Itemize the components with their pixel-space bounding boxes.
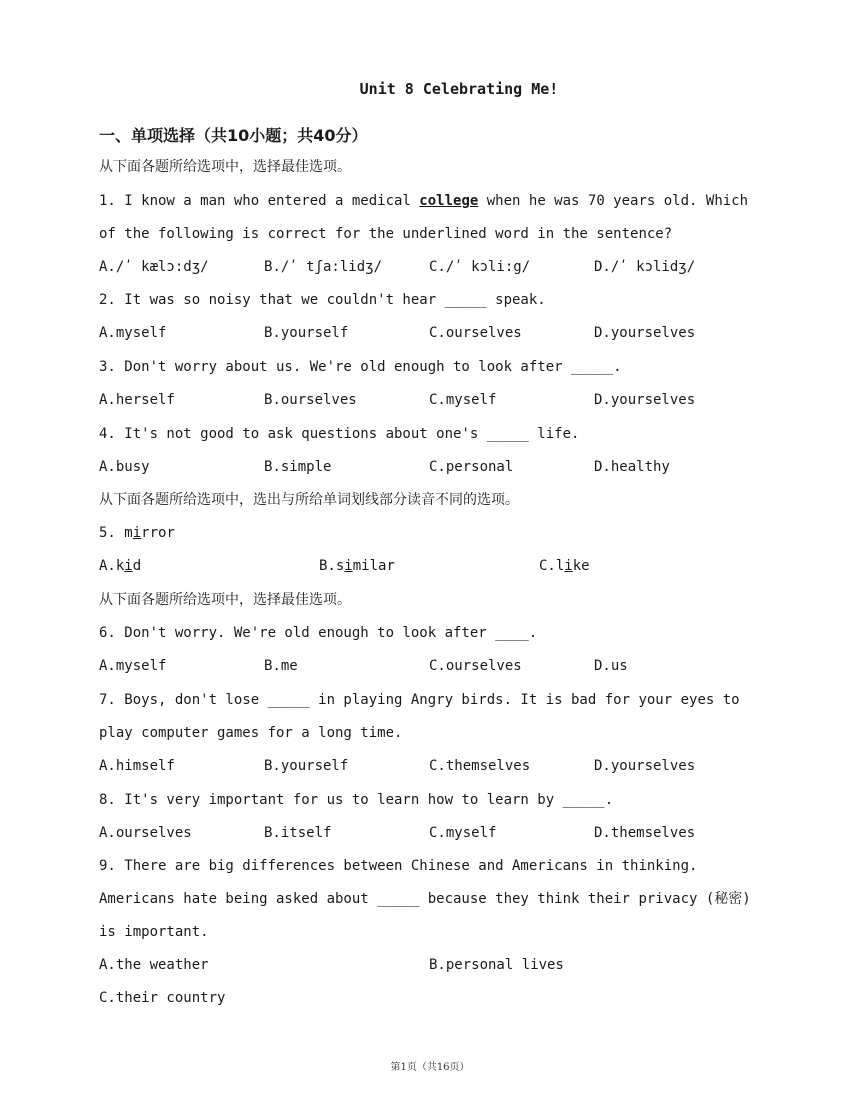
question-6-option-c: C.ourselves — [429, 658, 522, 674]
question-4-option-c: C.personal — [429, 459, 514, 475]
question-2-option-b: B.yourself — [264, 325, 349, 341]
instruction-choose-best: 从下面各题所给选项中，选择最佳选项。 — [99, 159, 351, 175]
q5b-pre: B.s — [319, 558, 345, 574]
question-9-line-1: 9. There are big differences between Chinese and Americans in thinking. — [99, 858, 698, 874]
question-4-option-b: B.simple — [264, 459, 332, 475]
question-9-option-a: A.the weather — [99, 957, 209, 973]
instruction-choose-different: 从下面各题所给选项中，选出与所给单词划线部分读音不同的选项。 — [99, 492, 519, 508]
question-5-option-a — [99, 556, 141, 576]
question-5-option-b — [319, 556, 395, 576]
question-7-option-b: B.yourself — [264, 758, 349, 774]
q5b-ul: i — [344, 558, 353, 574]
question-2-text: 2. It was so noisy that we couldn't hear _____ speak. — [99, 292, 546, 308]
q5c-pre: C.l — [539, 558, 565, 574]
question-1-line-1 — [99, 191, 748, 211]
question-2-option-a: A.myself — [99, 325, 167, 341]
question-2-option-c: C.ourselves — [429, 325, 522, 341]
question-8-text: 8. It's very important for us to learn how to learn by _____. — [99, 792, 614, 808]
question-1-underlined-word: college — [419, 193, 479, 209]
question-4-option-a: A.busy — [99, 459, 150, 475]
question-1-option-b: B./ʹ tʃa:lidʒ/ — [264, 259, 383, 275]
question-3-text: 3. Don't worry about us. We're old enough to look after _____. — [99, 359, 622, 375]
question-9-line-3: is important. — [99, 924, 209, 940]
question-9-line-2: Americans hate being asked about _____ because they think their privacy (秘密) — [99, 891, 751, 907]
question-5-prefix: 5. m — [99, 525, 133, 541]
question-5-text — [99, 523, 175, 543]
question-5-option-c — [539, 556, 590, 576]
question-1-option-c: C./ʹ kɔli:g/ — [429, 259, 531, 275]
question-4-text: 4. It's not good to ask questions about one's _____ life. — [99, 426, 580, 442]
q5a-post: d — [132, 558, 142, 574]
question-1-option-d: D./ʹ kɔlidʒ/ — [594, 259, 696, 275]
question-6-option-d: D.us — [594, 658, 628, 674]
page-title: Unit 8 Celebrating Me! — [359, 80, 559, 98]
question-7-option-a: A.himself — [99, 758, 175, 774]
question-8-option-d: D.themselves — [594, 825, 696, 841]
question-8-option-a: A.ourselves — [99, 825, 192, 841]
question-7-option-c: C.themselves — [429, 758, 531, 774]
question-7-line-2: play computer games for a long time. — [99, 725, 403, 741]
page-footer: 第1页（共16页） — [390, 1062, 470, 1073]
q5a-ul: i — [124, 558, 133, 574]
question-6-text: 6. Don't worry. We're old enough to look after ____. — [99, 625, 538, 641]
q5c-post: ke — [572, 558, 590, 574]
question-1-text-post: when he was 70 years old. Which — [478, 193, 749, 209]
question-1-option-a: A./ʹ kælɔ:dʒ/ — [99, 259, 209, 275]
question-1-line-2: of the following is correct for the underlined word in the sentence? — [99, 226, 673, 242]
question-2-option-d: D.yourselves — [594, 325, 696, 341]
question-8-option-c: C.myself — [429, 825, 497, 841]
question-5-underlined-letter: i — [132, 525, 142, 541]
q5a-pre: A.k — [99, 558, 125, 574]
question-7-option-d: D.yourselves — [594, 758, 696, 774]
question-9-option-c: C.their country — [99, 990, 226, 1006]
instruction-choose-best-2: 从下面各题所给选项中，选择最佳选项。 — [99, 592, 351, 608]
question-3-option-a: A.herself — [99, 392, 175, 408]
question-1-text-pre: 1. I know a man who entered a medical — [99, 193, 420, 209]
question-8-option-b: B.itself — [264, 825, 332, 841]
question-6-option-a: A.myself — [99, 658, 167, 674]
q5b-post: milar — [352, 558, 395, 574]
question-9-option-b: B.personal lives — [429, 957, 564, 973]
question-6-option-b: B.me — [264, 658, 298, 674]
q5c-ul: i — [564, 558, 573, 574]
question-5-rest: rror — [141, 525, 175, 541]
question-3-option-d: D.yourselves — [594, 392, 696, 408]
question-3-option-b: B.ourselves — [264, 392, 357, 408]
question-4-option-d: D.healthy — [594, 459, 670, 475]
question-7-line-1: 7. Boys, don't lose _____ in playing Angry birds. It is bad for your eyes to — [99, 692, 740, 708]
question-3-option-c: C.myself — [429, 392, 497, 408]
section-heading: 一、单项选择（共10小题；共40分） — [99, 126, 368, 145]
